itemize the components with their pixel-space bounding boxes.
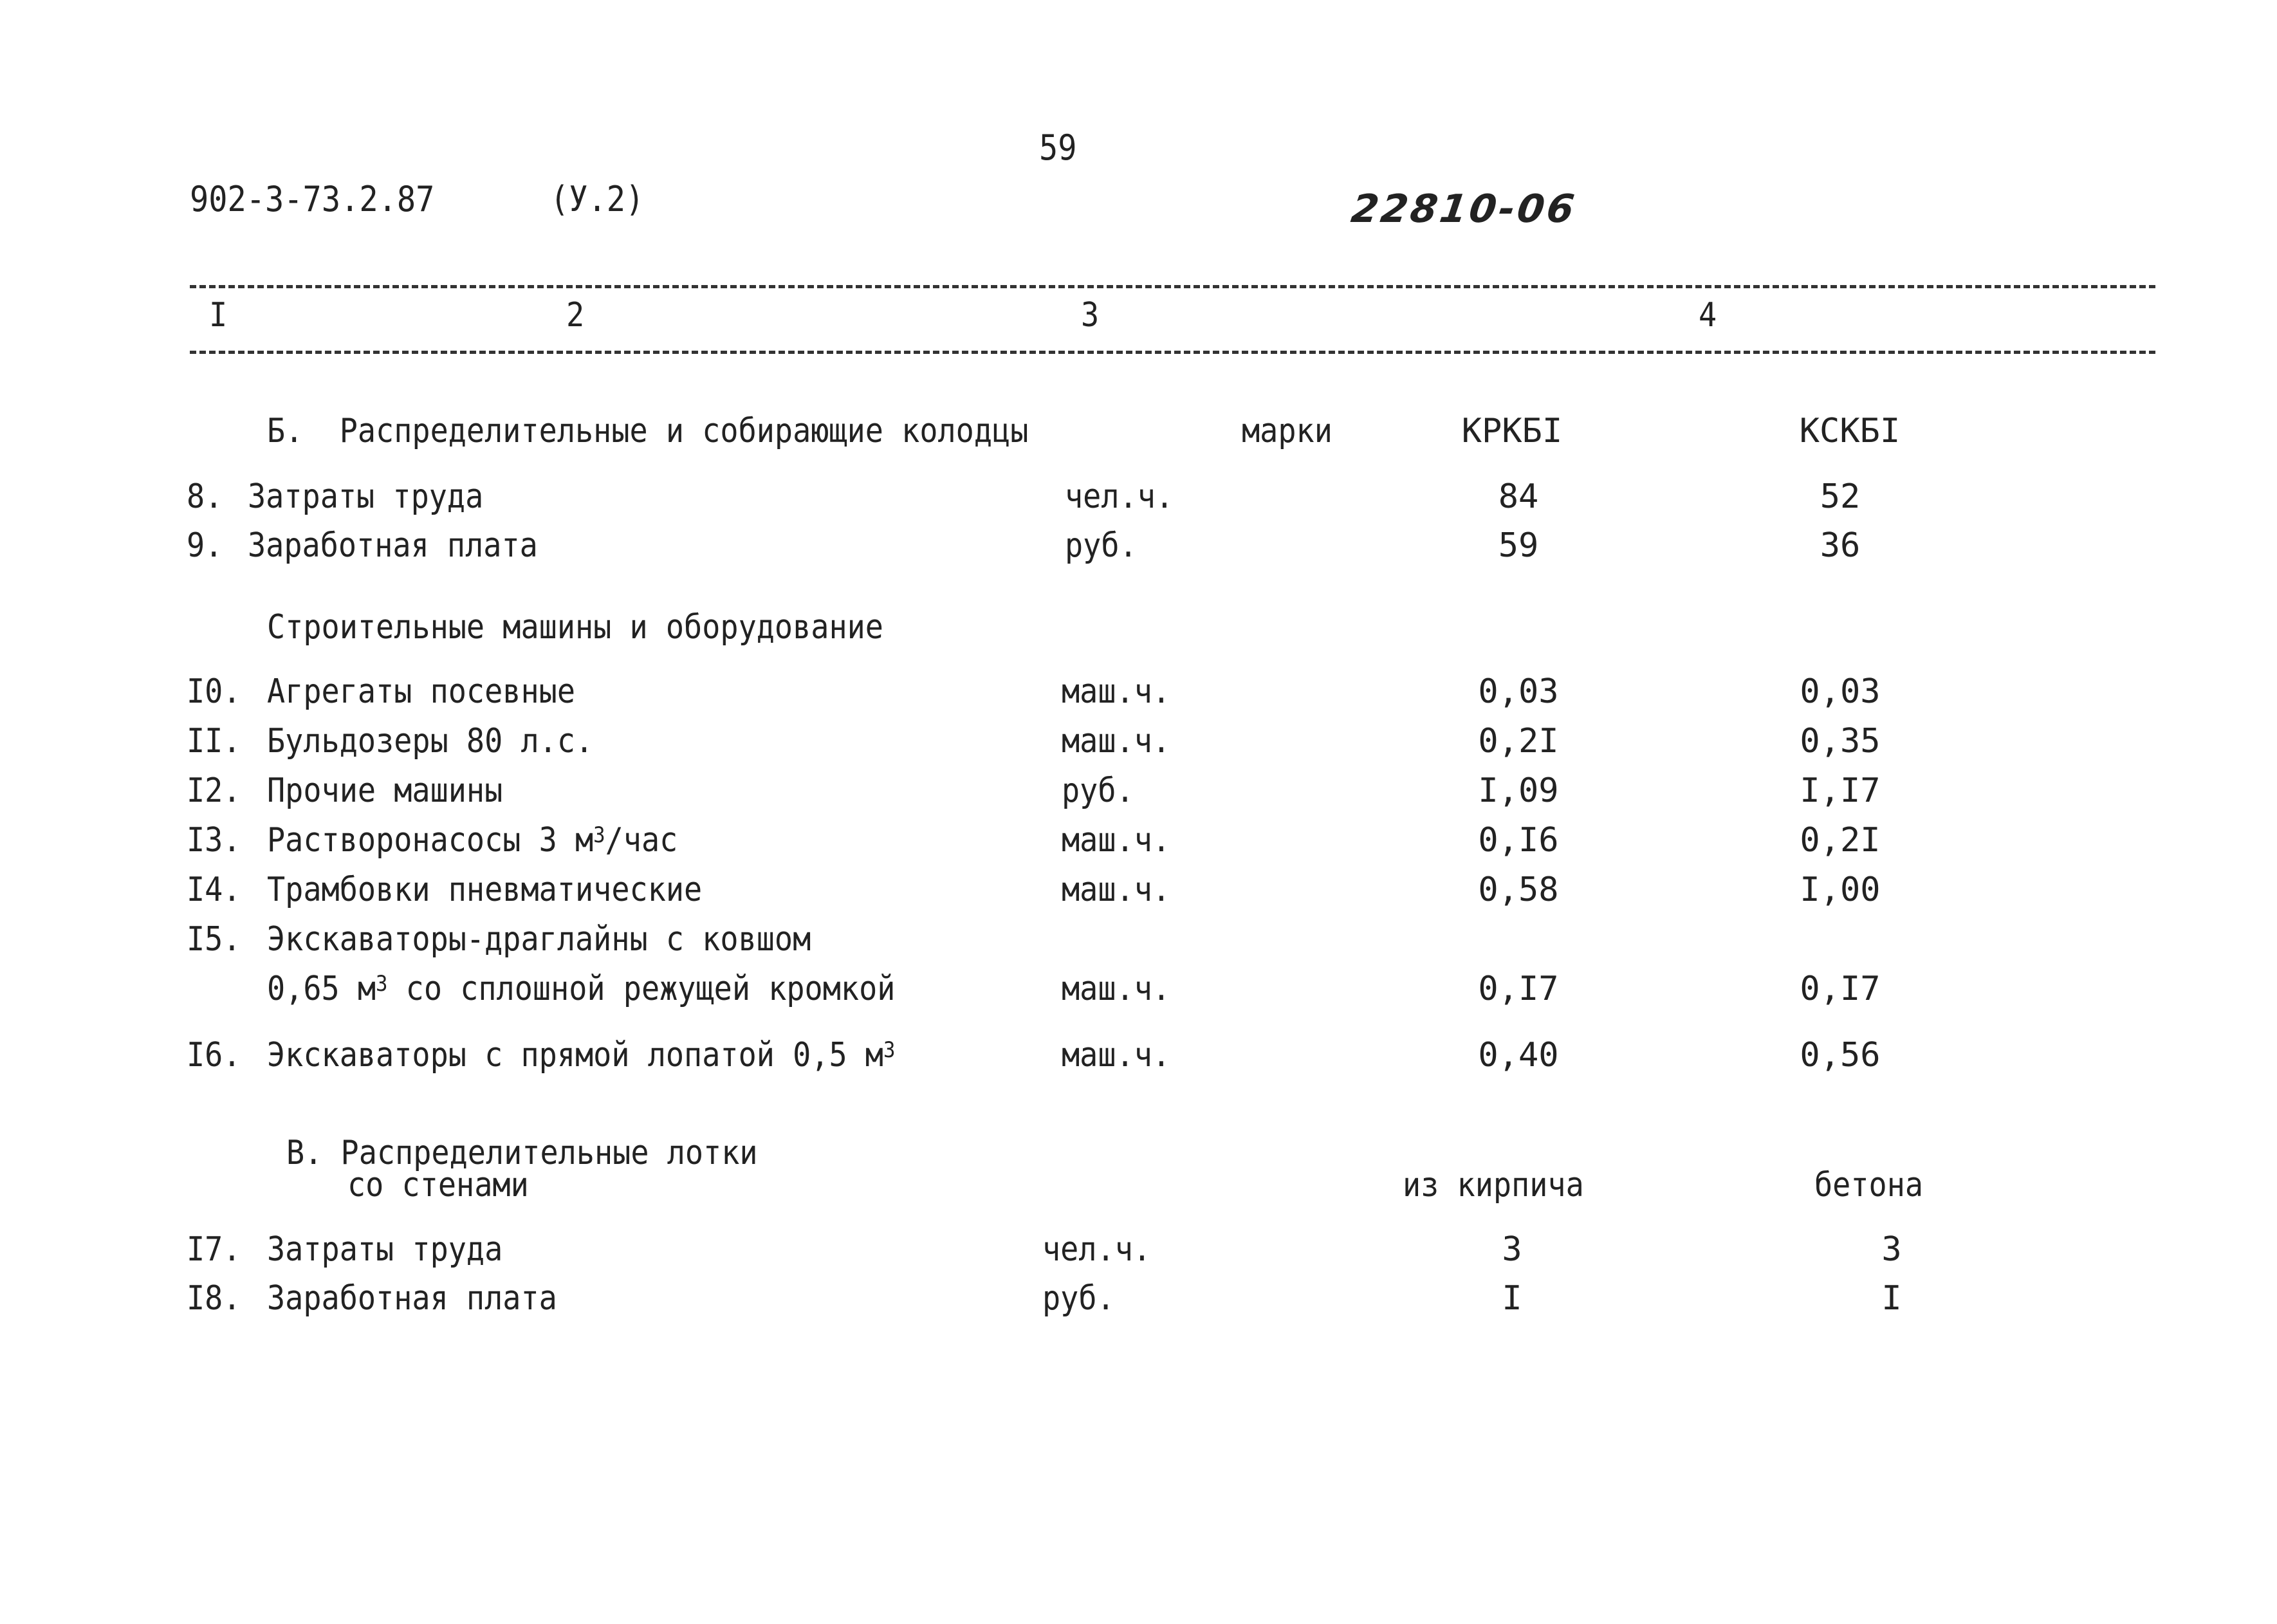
row-unit: маш.ч. bbox=[1062, 821, 1171, 860]
row-value-a: 0,I7 bbox=[1478, 970, 1559, 1008]
row-value-a: 0,40 bbox=[1478, 1036, 1559, 1075]
row-number: II. bbox=[187, 722, 241, 761]
row-value-a: 0,2I bbox=[1478, 722, 1559, 761]
row-number: I3. bbox=[187, 821, 241, 860]
row-value-b: 36 bbox=[1820, 526, 1861, 565]
header-divider-bottom bbox=[190, 351, 2155, 354]
row-number: I5. bbox=[187, 920, 241, 959]
row-name: Бульдозеры 80 л.с. bbox=[267, 722, 594, 761]
row-value-a: I bbox=[1502, 1279, 1522, 1318]
section-c-title-continued: со стенами bbox=[347, 1166, 529, 1204]
row-value-b: 0,2I bbox=[1800, 821, 1881, 860]
row-value-a: 0,03 bbox=[1478, 672, 1559, 711]
row-value-b: I,I7 bbox=[1800, 771, 1881, 810]
row-value-a: 84 bbox=[1498, 477, 1539, 516]
row-value-a: 3 bbox=[1502, 1230, 1522, 1269]
page-number: 59 bbox=[1039, 127, 1077, 168]
mark-col-b: КСКБI bbox=[1799, 412, 1901, 450]
row-unit: чел.ч. bbox=[1065, 477, 1174, 516]
row-name: Заработная плата bbox=[248, 526, 538, 565]
section-c-title: В. Распределительные лотки bbox=[286, 1134, 758, 1172]
row-number: 8. bbox=[187, 477, 223, 516]
row-name: Экскаваторы с прямой лопатой 0,5 $м^3$ bbox=[267, 1036, 896, 1075]
row-value-b: I,00 bbox=[1800, 871, 1881, 909]
mark-col-a: КРКБI bbox=[1461, 412, 1563, 450]
row-unit: руб. bbox=[1062, 771, 1134, 810]
row-number: I6. bbox=[187, 1036, 241, 1075]
row-number: I0. bbox=[187, 672, 241, 711]
row-name: Растворонасосы 3 $м^3$/час bbox=[267, 821, 678, 860]
marks-label: марки bbox=[1242, 412, 1332, 450]
header-divider-top bbox=[190, 285, 2155, 288]
row-value-a: 59 bbox=[1498, 526, 1539, 565]
superscript: 3 bbox=[376, 971, 388, 997]
material-col-a: из кирпича bbox=[1403, 1166, 1584, 1204]
material-col-b: бетона bbox=[1814, 1166, 1924, 1204]
row-value-a: 0,I6 bbox=[1478, 821, 1559, 860]
inventory-stamp: 22810-06 bbox=[1348, 187, 1580, 232]
column-header-2: 2 bbox=[566, 296, 585, 335]
row-unit: маш.ч. bbox=[1062, 1036, 1171, 1075]
row-unit: маш.ч. bbox=[1062, 970, 1171, 1008]
row-unit: чел.ч. bbox=[1042, 1230, 1152, 1269]
row-value-b: 0,I7 bbox=[1800, 970, 1881, 1008]
row-value-b: 52 bbox=[1820, 477, 1861, 516]
row-unit: руб. bbox=[1042, 1279, 1115, 1318]
row-value-b: 0,35 bbox=[1800, 722, 1881, 761]
row-unit: руб. bbox=[1065, 526, 1138, 565]
row-number: I8. bbox=[187, 1279, 241, 1318]
row-value-b: I bbox=[1881, 1279, 1902, 1318]
row-name: Заработная плата bbox=[267, 1279, 557, 1318]
row-value-a: I,09 bbox=[1478, 771, 1559, 810]
row-number: I4. bbox=[187, 871, 241, 909]
row-name: Трамбовки пневматические bbox=[267, 871, 703, 909]
row-number: 9. bbox=[187, 526, 223, 565]
row-unit: маш.ч. bbox=[1062, 672, 1171, 711]
row-name: Затраты труда bbox=[267, 1230, 503, 1269]
row-unit: маш.ч. bbox=[1062, 871, 1171, 909]
doc-code: 902-3-73.2.87 bbox=[190, 179, 435, 219]
column-header-1: I bbox=[209, 296, 228, 335]
row-number: I7. bbox=[187, 1230, 241, 1269]
section-b-title: Б. Распределительные и собирающие колодцы bbox=[267, 412, 1029, 450]
row-name: Прочие машины bbox=[267, 771, 503, 810]
row-name: Затраты труда bbox=[248, 477, 484, 516]
row-name: Агрегаты посевные bbox=[267, 672, 575, 711]
row-name-continued: 0,65 $м^3$ со сплошной режущей кромкой bbox=[267, 970, 896, 1008]
edition-label: (У.2) bbox=[550, 179, 645, 219]
column-header-4: 4 bbox=[1699, 296, 1717, 335]
superscript: 3 bbox=[593, 822, 605, 848]
row-name: Экскаваторы-драглайны с ковшом bbox=[267, 920, 811, 959]
row-value-a: 0,58 bbox=[1478, 871, 1559, 909]
column-header-3: 3 bbox=[1081, 296, 1100, 335]
row-value-b: 3 bbox=[1881, 1230, 1902, 1269]
row-unit: маш.ч. bbox=[1062, 722, 1171, 761]
row-number: I2. bbox=[187, 771, 241, 810]
machines-title: Строительные машины и оборудование bbox=[267, 608, 883, 647]
row-value-b: 0,56 bbox=[1800, 1036, 1881, 1075]
superscript: 3 bbox=[883, 1037, 896, 1063]
row-value-b: 0,03 bbox=[1800, 672, 1881, 711]
